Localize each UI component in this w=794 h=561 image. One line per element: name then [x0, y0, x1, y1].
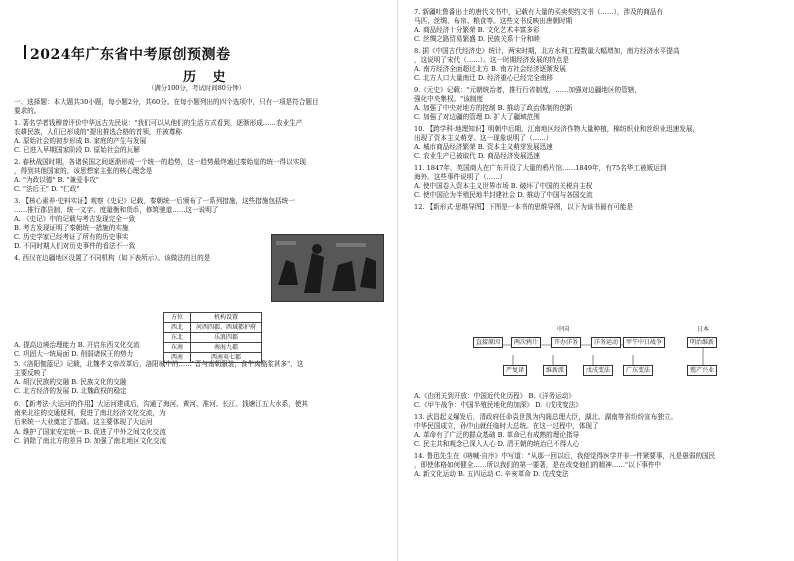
text-line: 8. 据《中国古代经济史》统计，两宋时期，北方水利工程数量大幅增加，南方经济水平提高 — [414, 47, 680, 55]
text-line: C. 消除了南北方的差异 D. 加强了南北地区文化交流 — [14, 437, 167, 445]
table-cell: 乐浪四郡 — [191, 333, 262, 343]
text-line: 后来统一大业奠定了基础。这主要体现了大运河 — [14, 418, 153, 426]
right-page — [397, 0, 794, 561]
text-line: 强化中央集权。"该制度 — [414, 95, 483, 103]
diagram-title-japan: 日本 — [697, 326, 710, 333]
text-line: A. 南方经济全面超过北方 B. 南方社会经济逐渐发展 — [414, 65, 566, 73]
text-line: A. 加强了中央对地方的控制 B. 推动了政治体制的创新 — [414, 104, 573, 112]
text-line: 海外。这些事件说明了（……） — [414, 173, 507, 181]
text-line: C. 历史学家已经考证了所有的历史事实 — [14, 233, 129, 241]
text-line: 南来北往的交通便利，促进了南北经济文化交流，为 — [14, 409, 166, 417]
diagram-box: 广东变法 — [623, 365, 653, 376]
text-line: 11. 1847年，英国商人在广东开设了大量的鸦片馆……1849年，有75名华工被贩运到 — [414, 164, 667, 172]
text-line: A. 革命有了广泛的群众基础 B. 革命已有成熟的理论指导 — [414, 431, 580, 439]
text-line: 10. 【跨学科·地理知识】明朝中后期，江南地区经济作物大量种植，棉纺织业和丝织业迅速发展， — [414, 125, 700, 133]
text-line: ，即使体格如何健全……所以我们的第一要著，是在改变他们的精神……"以下事件中 — [414, 461, 662, 469]
text-line: C. 已进入早期国家阶段 D. 原始社会的瓦解 — [14, 146, 140, 154]
text-line: 13. 武昌起义爆发后，清政府任命袁世凯为内阁总理大臣，湖北、湖南等省纷纷宣布独立。 — [414, 413, 678, 421]
table-cell: 东北 — [164, 333, 191, 343]
carved-relief-image — [271, 234, 384, 302]
text-line: A. 原始社会的初步形成 B. 家庭的产生与发展 — [14, 137, 147, 145]
text-line: 一、选择题：本大题共30小题，每小题2分，共60分。在每小题列出的四个选项中，只有一项是符合题目 — [14, 98, 319, 106]
text-line: 马匹、丝绸、布帛、粮食等。这些文书反映出唐朝时期 — [414, 17, 573, 25]
diagram-box: 明治维新 — [687, 337, 717, 348]
table-row — [164, 353, 262, 363]
table-cell: 西南夷七郡 — [191, 353, 262, 363]
text-line: 出现了资本主义萌芽。这一现象说明了（……） — [414, 134, 553, 142]
table-cell: 西北 — [164, 323, 191, 333]
text-line: A. 提高边境治理能力 B. 开启东西文化交流 — [14, 341, 140, 349]
text-line: 3. 【核心素养·史料实证】观察《史记》记载，秦朝统一后颁布了一系列措施，这些措施包括统一 — [14, 197, 295, 205]
text-line: 5.《洛阳伽蓝记》记载，北魏孝文帝改革后，洛阳城中的……"晋与南朝服装，食牛肉酪浆甚多"，这 — [14, 360, 304, 368]
text-line: C. 民主共和观念已深入人心 D. 清王朝的统治已不得人心 — [414, 440, 580, 448]
text-line: 9.《元史》记载："元朝统治者，推行行省制度，……加强对边疆地区的管辖， — [414, 86, 641, 94]
table-cell: 南海九郡 — [191, 343, 262, 353]
text-line: C. 使中国沦为半殖民地半封建社会 D. 推动了中国与各国交流 — [414, 191, 593, 199]
diagram-box: 严复译 — [503, 365, 527, 376]
text-line: A.《由闭关到开放：中国近代化历程》 B.《洋务运动》 — [414, 392, 575, 400]
text-line: C. 北方人口大量南迁 D. 经济重心已经完全南移 — [414, 74, 554, 82]
text-line: 要求的。 — [14, 107, 41, 115]
text-line: ，得到其他国家的，该思想家主张的核心理念是 — [14, 167, 153, 175]
text-line: 2. 春秋战国时期，各诸侯国之间逐渐形成一个统一的趋势，这一趋势最终通过秦始皇的统一得以实现 — [14, 158, 306, 166]
table-header-cell: 机构设置 — [191, 313, 262, 323]
table-header-row — [164, 313, 262, 323]
table-cell: 河西四郡、西域都护府 — [191, 323, 262, 333]
text-line: A. 新文化运动 B. 五四运动 C. 辛亥革命 D. 戊戌变法 — [414, 470, 569, 478]
text-line: ，这说明了宋代（……）。这一时期经济发展的特点是 — [414, 56, 569, 64]
text-line: A. 城市商品经济繁荣 B. 资本主义萌芽发展迅速 — [414, 143, 553, 151]
table-cell: 西南 — [164, 353, 191, 363]
text-line: C. 巩固大一统局面 D. 削弱诸侯王的势力 — [14, 350, 134, 358]
text-line: 12. 【新形式·思维导图】下图是一本书的思维导图，以下为该书最有可能是 — [414, 203, 634, 211]
diagram-box: 殖产兴业 — [687, 365, 717, 376]
text-line: 1. 著名学者钱穆曾评价中华远古先民说："我们可以从他们的生活方式看到，逐渐形成……农业生产 — [14, 119, 303, 127]
text-line: 14. 鲁迅先生在《呐喊·自序》中写道："从那一回以后，我便觉得医学并非一件紧要事，凡是愚弱的国民 — [414, 452, 716, 460]
text-line: A. "为政以德" B. "兼爱非攻" — [14, 176, 99, 184]
text-line: B. 考古发现证明了秦朝统一措施的实施 — [14, 224, 129, 232]
text-line: C. 加强了对边疆的管理 D. 扩大了疆域范围 — [414, 113, 540, 121]
text-line: C. 北方经济的发展 D. 北魏政权的稳定 — [14, 387, 127, 395]
text-line: C. 丝绸之路贸易繁盛 D. 民族关系十分和睦 — [414, 35, 540, 43]
diagram-box: 甲午中日战争 — [623, 337, 665, 348]
diagram-title-china: 中国 — [557, 326, 570, 333]
text-line: A. 《史记》中的记载与考古发现完全一致 — [14, 215, 136, 223]
diagram-box: 两次鸦片 — [511, 337, 541, 348]
text-line: 7. 新疆吐鲁番出土的唐代文书中，记载有大量的买卖契约文书（……），涉及的商品有 — [414, 8, 664, 16]
text-line: 农耕民族，人们已形成的"提出推选合格的首领，并被尊称 — [14, 128, 182, 136]
table-header-cell: 方位 — [164, 313, 191, 323]
subject-title: 历 史 — [183, 70, 232, 85]
mind-map-diagram — [473, 325, 743, 383]
text-line: C. "法后王" D. "仁政" — [14, 185, 80, 193]
text-line: 主要反映了 — [14, 369, 47, 377]
diagram-box: 维新派 — [543, 365, 567, 376]
diagram-box: 洋务运动 — [591, 337, 621, 348]
exam-title: 2024年广东省中考原创预测卷 — [30, 44, 230, 64]
text-line: C. 农业生产已被取代 D. 商品经济发展迅速 — [414, 152, 540, 160]
border-institutions-table — [163, 312, 262, 363]
text-line: A. 胡汉民族的交融 B. 民族文化的交融 — [14, 378, 127, 386]
text-line: 4. 西汉在边疆地区设置了不同机构（如下表所示）。该做法的目的是 — [14, 254, 211, 262]
table-row — [164, 343, 262, 353]
diagram-box: 直接原因 — [473, 337, 503, 348]
table-cell: 东南 — [164, 343, 191, 353]
text-line: 6. 【新考法·大运河的作用】大运河建成后，沟通了海河、黄河、淮河、长江、钱塘江五大水系，使其 — [14, 400, 309, 408]
text-line: A. 维护了国家安定统一 B. 促进了中外之间文化交流 — [14, 428, 166, 436]
text-line: A. 使中国卷入资本主义世界市场 B. 破坏了中国的关税自主权 — [414, 182, 593, 190]
exam-meta: （满分100分，考试时间80分钟） — [148, 84, 246, 92]
table-row — [164, 333, 262, 343]
diagram-box: 开办洋务 — [551, 337, 581, 348]
text-line: D. 不同时期人们对历史事件的看法不一致 — [14, 242, 136, 250]
text-line: 中华民国成立，孙中山就任临时大总统。在这一过程中，体现了 — [414, 422, 599, 430]
diagram-box: 戊戌变法 — [583, 365, 613, 376]
text-line: A. 商品经济十分繁荣 B. 文化艺术丰富多彩 — [414, 26, 540, 34]
text-line: ……推行郡县制，统一文字、度量衡和货币，修筑驰道……这一说明了 — [14, 206, 219, 214]
text-line: C.《甲午战争：中国半殖民地化的加深》 D.《戊戌变法》 — [414, 401, 582, 409]
table-row — [164, 323, 262, 333]
relief-figures — [272, 235, 383, 301]
